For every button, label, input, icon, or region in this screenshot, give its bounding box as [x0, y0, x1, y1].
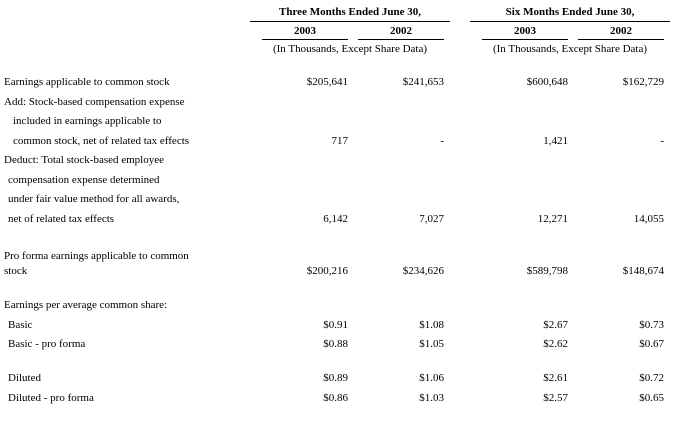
cell-value: $1.08 [419, 319, 444, 331]
cell-value: $589,798 [526, 265, 568, 277]
row-label: net of related tax effects [8, 213, 115, 225]
cell-value: $0.65 [639, 392, 664, 404]
cell-value: 14,055 [633, 213, 664, 225]
year-underline [578, 39, 664, 40]
cell-value: $600,648 [526, 76, 568, 88]
cell-value: $0.67 [639, 338, 664, 350]
cell-value: $1.05 [419, 338, 444, 350]
cell-value: $162,729 [622, 76, 664, 88]
cell-value: $0.91 [323, 319, 348, 331]
cell-value: $0.73 [639, 319, 664, 331]
row-label: included in earnings applicable to [13, 115, 162, 127]
row-label: Diluted - pro forma [8, 392, 94, 404]
year-underline [358, 39, 444, 40]
cell-value: 7,027 [419, 213, 444, 225]
cell-value: $148,674 [622, 265, 664, 277]
cell-value: $0.89 [323, 372, 348, 384]
cell-value: 1,421 [543, 135, 568, 147]
cell-value: $205,641 [306, 76, 348, 88]
row-label: Add: Stock-based compensation expense [4, 96, 185, 108]
year-header-2002-six: 2002 [610, 25, 632, 37]
cell-value: $1.03 [419, 392, 444, 404]
cell-value: $1.06 [419, 372, 444, 384]
row-label: Basic [8, 319, 33, 331]
row-label: Diluted [8, 372, 41, 384]
row-label: Earnings applicable to common stock [4, 76, 170, 88]
cell-value: 12,271 [537, 213, 568, 225]
row-label: compensation expense determined [8, 174, 160, 186]
cell-value: $234,626 [402, 265, 444, 277]
cell-value: $241,653 [402, 76, 444, 88]
cell-value: $0.88 [323, 338, 348, 350]
cell-value: $200,216 [306, 265, 348, 277]
section-heading: Earnings per average common share: [4, 299, 168, 311]
units-label-six-months: (In Thousands, Except Share Data) [492, 43, 648, 55]
row-label: Basic - pro forma [8, 338, 86, 350]
cell-value: 717 [331, 135, 348, 147]
year-header-2002-three: 2002 [390, 25, 412, 37]
year-header-2003-three: 2003 [294, 25, 316, 37]
cell-value: - [660, 135, 664, 147]
header-three-months: Three Months Ended June 30, [279, 6, 421, 18]
year-header-2003-six: 2003 [514, 25, 536, 37]
row-label: Deduct: Total stock-based employee [4, 154, 165, 166]
cell-value: $0.86 [323, 392, 348, 404]
year-underline [482, 39, 568, 40]
cell-value: $2.57 [543, 392, 568, 404]
cell-value: $2.62 [543, 338, 568, 350]
cell-value: $2.67 [543, 319, 568, 331]
header-six-months: Six Months Ended June 30, [505, 6, 635, 18]
cell-value: - [440, 135, 444, 147]
header-underline-three-months [250, 21, 450, 22]
row-label: under fair value method for all awards, [8, 193, 180, 205]
header-underline-six-months [470, 21, 670, 22]
year-underline [262, 39, 348, 40]
row-label: Pro forma earnings applicable to common [4, 250, 189, 262]
cell-value: $2.61 [543, 372, 568, 384]
row-label: stock [4, 265, 28, 277]
cell-value: $0.72 [639, 372, 664, 384]
cell-value: 6,142 [323, 213, 348, 225]
units-label-three-months: (In Thousands, Except Share Data) [272, 43, 428, 55]
row-label: common stock, net of related tax effects [13, 135, 190, 147]
